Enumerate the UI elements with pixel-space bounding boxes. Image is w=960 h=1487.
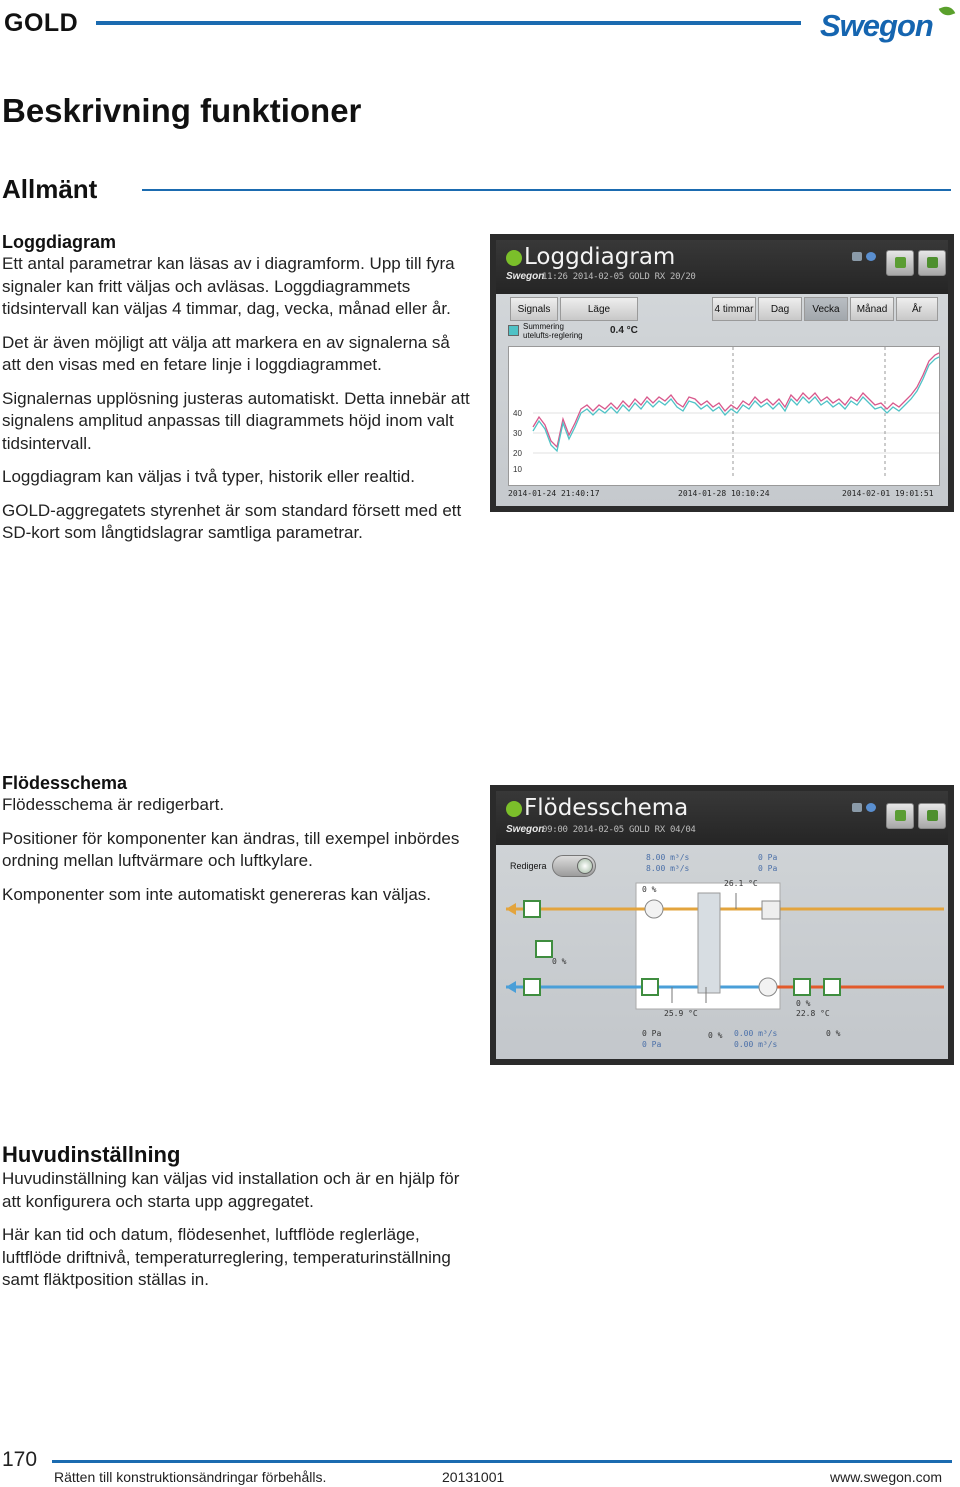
y-tick: 30 <box>513 429 522 438</box>
temperature-value: 26.1 °C <box>724 879 758 888</box>
leaf-icon <box>939 4 956 18</box>
flow-value: 0.00 m³/s <box>734 1029 778 1038</box>
huvudinstallning-text <box>2 1142 467 1303</box>
y-tick: 20 <box>513 449 522 458</box>
huvudinstallning-heading: Huvudinställning <box>2 1142 181 1167</box>
tab-4-timmar[interactable]: 4 timmar <box>712 297 756 321</box>
signal-label: Summering utelufts-reglering <box>523 322 583 340</box>
log-chart <box>509 347 941 487</box>
screen-title: Flödesschema <box>524 795 689 821</box>
tab-dag[interactable]: Dag <box>758 297 802 321</box>
log-plot <box>508 346 940 486</box>
percent-value: 0 % <box>826 1029 841 1038</box>
header-rule <box>96 21 801 25</box>
huvudinstallning-paragraph: Här kan tid och datum, flödesenhet, luftflöde reglerläge, luftflöde driftnivå, temperaturreglering, temperaturinställning samt fläktposition ställas in. <box>2 1225 451 1289</box>
x-tick: 2014-01-24 21:40:17 <box>508 489 600 498</box>
tab-ar[interactable]: År <box>896 297 938 321</box>
x-tick: 2014-01-28 10:10:24 <box>678 489 770 498</box>
footer-disclaimer: Rätten till konstruktionsändringar förbehålls. <box>54 1469 327 1485</box>
back-button[interactable] <box>918 250 946 276</box>
loggdiagram-paragraph: Loggdiagram kan väljas i två typer, historik eller realtid. <box>2 467 415 486</box>
network-icon <box>852 803 862 812</box>
loggdiagram-heading: Loggdiagram <box>2 232 117 252</box>
pressure-value: 0 Pa <box>758 853 778 862</box>
screen-title: Loggdiagram <box>524 244 676 270</box>
section-title: Allmänt <box>2 174 98 204</box>
loggdiagram-screenshot <box>490 234 954 512</box>
loggdiagram-paragraph: Det är även möjligt att välja att markera en av signalerna så att den visas med en fetare linje i loggdiagrammet. <box>2 332 450 374</box>
temperature-value: 25.9 °C <box>664 1009 698 1018</box>
flodesschema-paragraph: Komponenter som inte automatiskt genereras kan väljas. <box>2 884 432 904</box>
loggdiagram-paragraph: Ett antal parametrar kan läsas av i diagramform. Upp till fyra signaler kan fritt väljas och avläsas. Loggdiagrammets tidsintervall kan väljas 4 timmar, dag, vecka, månad eller år. <box>2 254 455 318</box>
tab-signals[interactable]: Signals <box>510 297 558 321</box>
percent-value: 0 % <box>708 1031 723 1040</box>
pressure-value: 0 Pa <box>642 1029 662 1038</box>
screen-brand: Swegon <box>506 824 545 835</box>
flodesschema-paragraph: Positioner för komponenter kan ändras, till exempel inbördes ordning mellan luftvärmare och luftkylare. <box>2 828 460 870</box>
section-rule <box>142 189 951 191</box>
network-icon <box>852 252 862 261</box>
app-icon <box>506 250 522 266</box>
percent-value: 0 % <box>796 999 811 1008</box>
edit-label: Redigera <box>510 861 547 871</box>
info-icon <box>866 803 876 812</box>
screen-brand: Swegon <box>506 271 545 282</box>
flow-value: 0.00 m³/s <box>734 1040 778 1049</box>
flow-value: 8.00 m³/s <box>646 864 690 873</box>
loggdiagram-paragraph: GOLD-aggregatets styrenhet är som standard försett med ett SD-kort som långtidslagrar samtliga parametrar. <box>2 500 462 542</box>
pressure-value: 0 Pa <box>758 864 778 873</box>
home-button[interactable] <box>886 803 914 829</box>
temperature-value: 22.8 °C <box>796 1009 830 1018</box>
home-button[interactable] <box>886 250 914 276</box>
flodesschema-text <box>2 772 472 917</box>
back-button[interactable] <box>918 803 946 829</box>
page-title: Beskrivning funktioner <box>2 92 362 129</box>
flodesschema-heading: Flödesschema <box>2 773 128 793</box>
brand-logo <box>818 4 956 44</box>
percent-value: 0 % <box>552 957 567 966</box>
tab-manad[interactable]: Månad <box>850 297 894 321</box>
loggdiagram-paragraph: Signalernas upplösning justeras automatiskt. Detta innebär att signalens amplitud anpassas till diagrammets höjd inom valt tidsintervall. <box>2 388 470 453</box>
footer-website[interactable]: www.swegon.com <box>830 1469 943 1485</box>
y-tick: 10 <box>513 465 522 474</box>
y-tick: 40 <box>513 409 522 418</box>
tab-vecka[interactable]: Vecka <box>804 297 848 321</box>
loggdiagram-text <box>2 231 472 556</box>
huvudinstallning-paragraph: Huvudinställning kan väljas vid installation och är en hjälp för att konfigurera och starta upp aggregatet. <box>2 1169 460 1211</box>
tab-lage[interactable]: Läge <box>560 297 638 321</box>
flodesschema-paragraph: Flödesschema är redigerbart. <box>2 795 225 814</box>
signal-value: 0.4 °C <box>610 325 638 336</box>
info-icon <box>866 252 876 261</box>
flodesschema-screenshot <box>490 785 954 1065</box>
percent-value: 0 % <box>642 885 657 894</box>
screen-subtitle: 09:00 2014-02-05 GOLD RX 04/04 <box>542 825 696 835</box>
footer-doc-code: 20131001 <box>442 1469 505 1485</box>
page-number: 170 <box>2 1448 38 1471</box>
pressure-value: 0 Pa <box>642 1040 662 1049</box>
app-icon <box>506 801 522 817</box>
flow-value: 8.00 m³/s <box>646 853 690 862</box>
brand-logo-text: Swegon <box>820 8 933 43</box>
screen-subtitle: 11:26 2014-02-05 GOLD RX 20/20 <box>542 272 696 282</box>
x-tick: 2014-02-01 19:01:51 <box>842 489 934 498</box>
flow-diagram <box>496 845 948 1059</box>
product-name: GOLD <box>4 9 79 37</box>
signal-color-swatch <box>508 325 519 336</box>
footer-rule <box>52 1460 952 1463</box>
